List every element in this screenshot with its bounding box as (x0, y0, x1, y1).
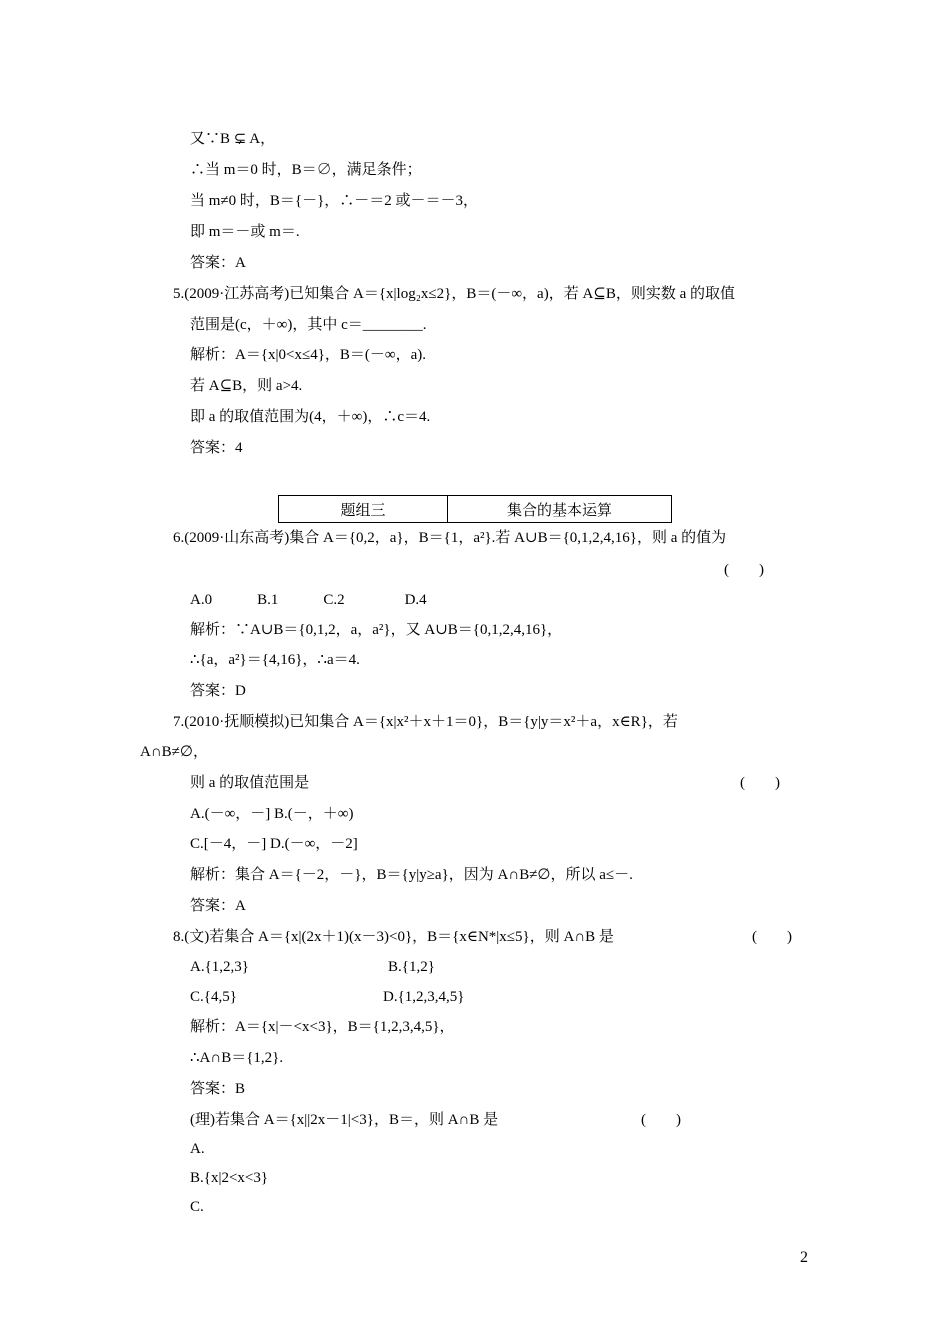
section-table-left: 题组三 (279, 496, 448, 523)
solution: 解析：∵A∪B＝{0,1,2，a，a²}，又 A∪B＝{0,1,2,4,16}， (190, 622, 563, 638)
option-c: C.{4,5} (190, 989, 237, 1005)
answer: 答案：D (190, 683, 246, 699)
question-5: 5.(2009·江苏高考)已知集合 A＝{x|log₂x≤2}，B＝(－∞，a)，若 A⊆B，则实数 a 的取值 (173, 286, 736, 302)
option-d: D.{1,2,3,4,5} (383, 989, 465, 1005)
line: ∴当 m＝0 时，B＝∅，满足条件； (190, 162, 422, 178)
solution: 解析：集合 A＝{－2，－}，B＝{y|y≥a}，因为 A∩B≠∅，所以 a≤－. (190, 867, 633, 883)
line: 即 m＝－或 m＝. (190, 224, 300, 240)
options: A.0 B.1 C.2 D.4 (190, 592, 427, 608)
option-c: C. (190, 1199, 204, 1215)
options: C.[－4，－] D.(－∞，－2] (190, 836, 358, 852)
line: 即 a 的取值范围为(4，＋∞)，∴c＝4. (190, 409, 431, 425)
answer-paren: ( ) (752, 929, 792, 945)
solution: 解析：A＝{x|－<x<3}，B＝{1,2,3,4,5}， (190, 1019, 455, 1035)
question-7-cont: A∩B≠∅， (140, 744, 208, 760)
answer-paren: ( ) (740, 775, 780, 791)
question-5-cont: 范围是(c，＋∞)，其中 c＝________. (190, 317, 427, 333)
question-6: 6.(2009·山东高考)集合 A＝{0,2，a}，B＝{1，a²}.若 A∪B＝{0,1,2,4,16}，则 a 的值为 (173, 530, 727, 546)
answer-paren: ( ) (641, 1112, 681, 1128)
option-b: B.{x|2<x<3} (190, 1170, 269, 1186)
page-number: 2 (800, 1249, 808, 1266)
answer: 答案：A (190, 255, 246, 271)
option-a: A. (190, 1141, 205, 1157)
answer: 答案：4 (190, 440, 243, 456)
section-table-right: 集合的基本运算 (448, 496, 672, 523)
line: 若 A⊆B，则 a>4. (190, 378, 303, 394)
question-8-li: (理)若集合 A＝{x||2x－1|<3}，B＝，则 A∩B 是 (190, 1112, 499, 1128)
option-b: B.{1,2} (388, 959, 435, 975)
question-7-cont: 则 a 的取值范围是 (190, 775, 310, 791)
line: 当 m≠0 时，B＝{－}，∴－＝2 或－＝－3， (190, 193, 479, 209)
question-7: 7.(2010·抚顺模拟)已知集合 A＝{x|x²＋x＋1＝0}，B＝{y|y＝x²＋a，x∈R}，若 (173, 714, 678, 730)
answer-paren: ( ) (724, 562, 764, 578)
section-table (278, 495, 672, 523)
line: ∴{a，a²}＝{4,16}，∴a＝4. (190, 652, 360, 668)
options: A.(－∞，－] B.(－，＋∞) (190, 806, 354, 822)
answer: 答案：B (190, 1081, 246, 1097)
solution: 解析：A＝{x|0<x≤4}，B＝(－∞，a). (190, 347, 427, 363)
question-8: 8.(文)若集合 A＝{x|(2x＋1)(x－3)<0}，B＝{x∈N*|x≤5}，则 A∩B 是 (173, 929, 614, 945)
option-a: A.{1,2,3} (190, 959, 249, 975)
line: 又∵B ⊊ A， (190, 131, 276, 147)
answer: 答案：A (190, 898, 246, 914)
line: ∴A∩B＝{1,2}. (190, 1050, 284, 1066)
